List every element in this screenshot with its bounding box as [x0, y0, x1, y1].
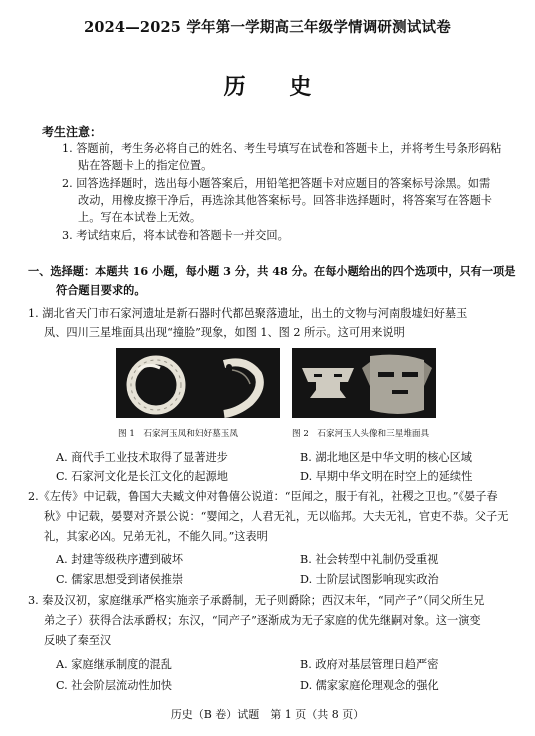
question-2-option-c[interactable]: C. 儒家思想受到诸侯推崇: [56, 573, 184, 586]
question-3-stem: 反映了秦至汉: [44, 634, 112, 647]
question-2-option-a[interactable]: A. 封建等级秩序遭到破坏: [56, 553, 184, 566]
jade-phoenix-image: [116, 348, 280, 418]
figure-1-jade-phoenix-photo: [116, 348, 280, 418]
section-heading: 一、选择题：本题共 16 小题，每小题 3 分，共 48 分。在每小题给出的四个选项中，只有一项是: [28, 264, 516, 278]
jade-head-and-mask-image: [292, 348, 436, 418]
question-3-option-b[interactable]: B. 政府对基层管理日趋严密: [300, 658, 439, 671]
exam-title: 2024—2025 学年第一学期高三年级学情调研测试试卷: [84, 19, 451, 36]
question-1-option-d[interactable]: D. 早期中华文明在时空上的延续性: [300, 470, 473, 483]
notice-line: 1. 答题前，考生务必将自己的姓名、考生号填写在试卷和答题卡上，并将考生号条形码粘: [62, 142, 502, 155]
notice-line: 2. 回答选择题时，选出每小题答案后，用铅笔把答题卡对应题目的答案标号涂黑。如需: [62, 177, 491, 190]
figure-2-mask-photo: [292, 348, 436, 418]
figure-2-caption: 图 2 石家河玉人头像和三星堆面具: [292, 429, 430, 439]
question-2-option-d[interactable]: D. 士阶层试图影响现实政治: [300, 573, 439, 586]
notice-line: 改动，用橡皮擦干净后，再选涂其他答案标号。回答非选择题时，将答案写在答题卡: [78, 194, 492, 207]
subject-heading: 历 史: [223, 74, 330, 100]
notice-line: 上。写在本试卷上无效。: [78, 211, 202, 224]
question-2-stem: 礼，其家必凶。兄弟无礼，不能久同。”这表明: [44, 530, 268, 543]
question-2-stem: 2.《左传》中记载，鲁国大夫臧文仲对鲁僖公说道：“臣闻之，服于有礼，社稷之卫也。”《晏子春: [28, 490, 498, 503]
question-1-option-c[interactable]: C. 石家河文化是长江文化的起源地: [56, 470, 228, 483]
figure-1-caption: 图 1 石家河玉凤和妇好墓玉凤: [118, 429, 238, 439]
notice-line: 贴在答题卡上的指定位置。: [78, 159, 213, 172]
question-3-option-c[interactable]: C. 社会阶层流动性加快: [56, 679, 172, 692]
question-1-option-a[interactable]: A. 商代手工业技术取得了显著进步: [56, 451, 228, 464]
notice-line: 3. 考试结束后，将本试卷和答题卡一并交回。: [62, 229, 289, 242]
question-1-stem: 1. 湖北省天门市石家河遗址是新石器时代都邑聚落遗址，出土的文物与河南殷墟妇好墓玉: [28, 307, 468, 320]
question-2-stem: 秋》中记载，晏婴对齐景公说：“婴闻之，人君无礼，无以临邦。大夫无礼，官吏不恭。父子无: [44, 510, 509, 523]
question-3-option-a[interactable]: A. 家庭继承制度的混乱: [56, 658, 172, 671]
page-footer: 历史（B 卷）试题 第 1 页（共 8 页）: [170, 708, 365, 721]
question-3-stem: 3. 秦及汉初，家庭继承严格实施亲子承爵制，无子则爵除；西汉末年，“同产子”（同父所生兄: [28, 594, 485, 607]
question-3-stem: 弟之子）获得合法承爵权；东汉，“同产子”逐渐成为无子家庭的优先继嗣对象。这一演变: [44, 614, 481, 627]
question-1-option-b[interactable]: B. 湖北地区是中华文明的核心区域: [300, 451, 472, 464]
question-3-option-d[interactable]: D. 儒家家庭伦理观念的强化: [300, 679, 439, 692]
question-2-option-b[interactable]: B. 社会转型中礼制仍受重视: [300, 553, 439, 566]
section-heading-cont: 符合题目要求的。: [56, 283, 146, 297]
question-1-stem: 凤、四川三星堆面具出现“撞脸”现象，如图 1、图 2 所示。这可用来说明: [44, 326, 405, 339]
notice-title: 考生注意：: [42, 125, 103, 139]
